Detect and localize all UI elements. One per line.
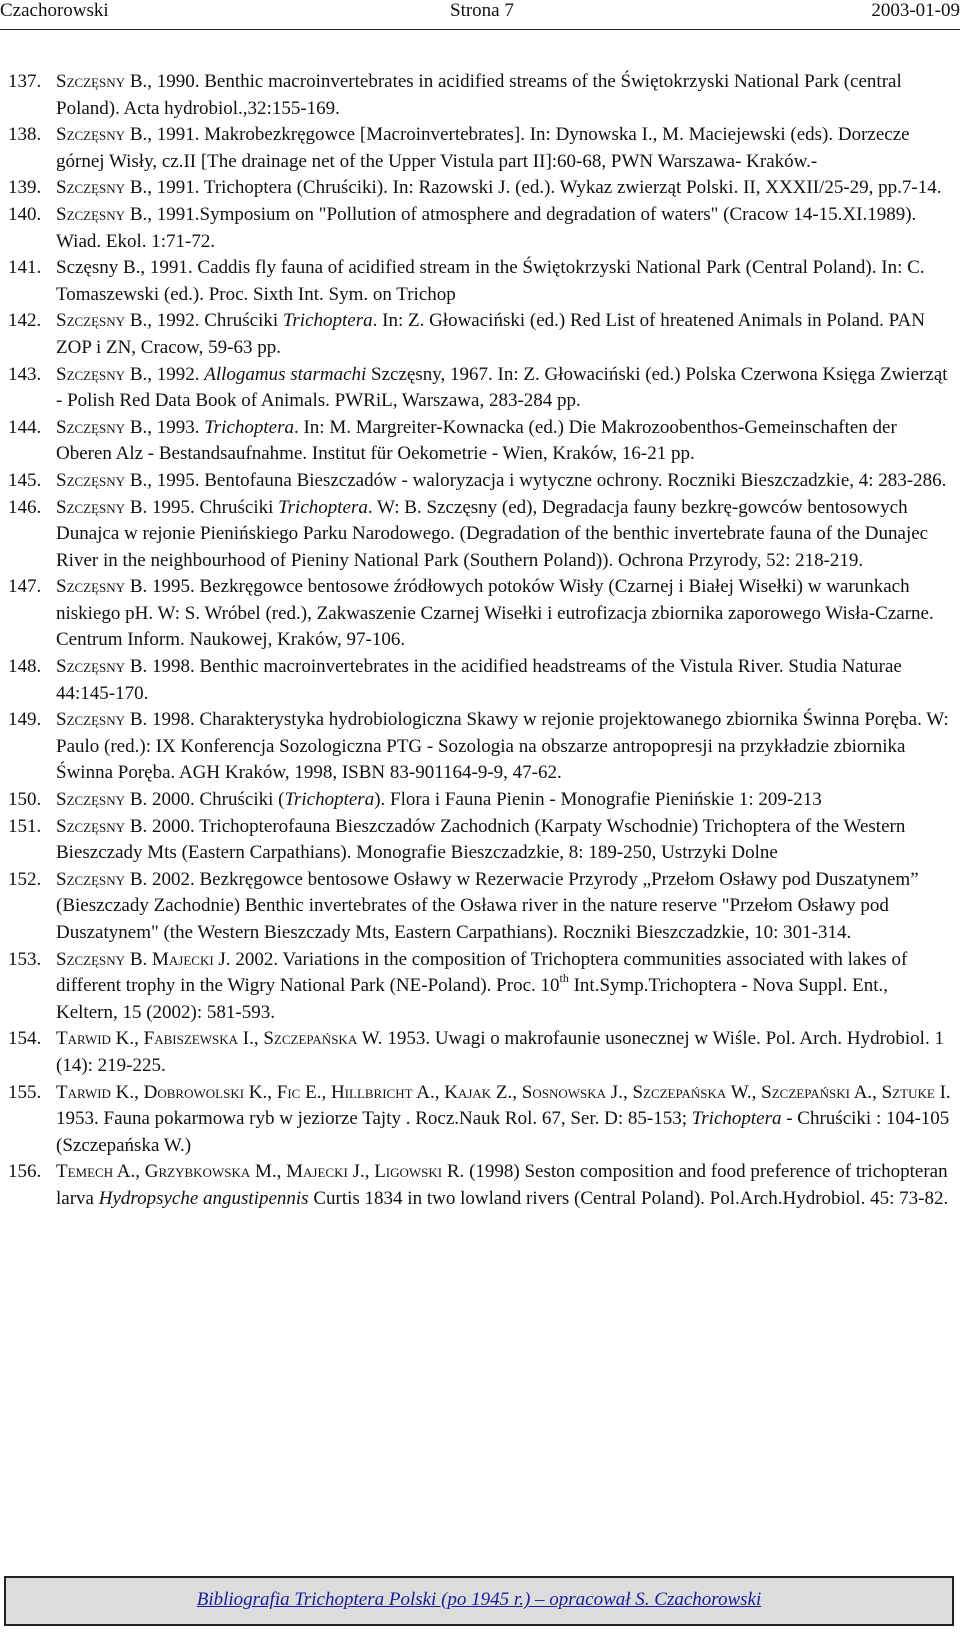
entry-number: 147. bbox=[8, 576, 42, 598]
entry-number: 150. bbox=[8, 789, 42, 811]
author-name: Szczęsny B. bbox=[56, 496, 148, 518]
author-name: Dobrowolski K. bbox=[143, 1081, 268, 1103]
bibliography-entry bbox=[8, 867, 952, 947]
author-name: Temech A. bbox=[56, 1161, 136, 1183]
bibliography-entry bbox=[8, 574, 952, 654]
author-name: Szczęsny B. bbox=[56, 789, 148, 811]
author-name: Szczęsny B. bbox=[56, 576, 148, 598]
bibliography-list bbox=[8, 69, 952, 1213]
author-name: Majecki J. bbox=[152, 948, 231, 970]
entry-number: 148. bbox=[8, 656, 42, 678]
bibliography-entry bbox=[8, 787, 952, 814]
entry-text: . In: Z. Głowaciński (ed.) Red List of hreatened Animals in Poland. PAN ZOP i ZN, Cracow, 59-63 pp. bbox=[56, 310, 925, 358]
entry-number: 145. bbox=[8, 469, 42, 491]
bibliography-entry bbox=[8, 202, 952, 255]
entry-text: , bbox=[512, 1081, 522, 1103]
entry-text: , 1995. Bentofauna Bieszczadów - waloryzacja i wytyczne ochrony. Roczniki Bieszczadzkie, 4: 283-286. bbox=[147, 469, 947, 491]
entry-number: 140. bbox=[8, 203, 42, 225]
entry-number: 139. bbox=[8, 177, 42, 199]
author-name: Szczęsny B. bbox=[56, 203, 148, 225]
entry-number: 142. bbox=[8, 310, 42, 332]
bibliography-entry bbox=[8, 707, 952, 787]
entry-text: . In: M. Margreiter-Kownacka (ed.) Die Makrozoobenthos-Gemeinschaften der Oberen Alz - Bestandsaufnahme. Institut für Oekometrie - Wien, Kraków, 16-21 pp. bbox=[56, 416, 897, 465]
italic-text: Trichoptera bbox=[204, 416, 294, 438]
author-name: Szczepański A. bbox=[761, 1081, 873, 1103]
author-name: Sosnowska J. bbox=[521, 1081, 623, 1103]
entry-text: Sczęsny B., 1991. Caddis fly fauna of acidified stream in the Świętokrzyski National Park (Central Poland). In: C. Tomaszewski (ed.). Proc. Sixth Int. Sym. on Trichop bbox=[56, 257, 925, 305]
bibliography-entry bbox=[8, 122, 952, 175]
entry-number: 138. bbox=[8, 124, 42, 146]
header-date: 2003-01-09 bbox=[871, 0, 960, 21]
bibliography-entry bbox=[8, 308, 952, 361]
entry-text: , 1992. bbox=[147, 363, 205, 385]
entry-text: . W: B. Szczęsny (ed), Degradacja fauny bezkrę-gowców bentosowych Dunajca w rejonie Pienińskiego Parku Narodowego. (Degradation of the benthic invertebrate fauna of the Dunajec River in the neighbourhood of Pieniny National Park (Southern Poland)). Ochrona Przyrody, 52: 218-219. bbox=[56, 496, 929, 571]
bibliography-entry bbox=[8, 1026, 952, 1079]
entry-number: 143. bbox=[8, 363, 42, 385]
author-name: Szczęsny B. bbox=[56, 177, 148, 199]
entry-text: , 1993. bbox=[147, 416, 205, 438]
entry-text: , bbox=[267, 1081, 277, 1103]
entry-text: , 1992. Chruściki bbox=[147, 310, 283, 332]
entry-text: ). Flora i Fauna Pienin - Monografie Pienińskie 1: 209-213 bbox=[374, 789, 822, 811]
entry-text: , bbox=[872, 1081, 882, 1103]
entry-number: 151. bbox=[8, 815, 42, 837]
entry-text: 1953. Uwagi o makrofaunie usonecznej w Wiśle. Pol. Arch. Hydrobiol. 1 (14): 219-225. bbox=[56, 1028, 944, 1076]
entry-text: , 1990. Benthic macroinvertebrates in acidified streams of the Świętokrzyski National Park (central Poland). Acta hydrobiol.,32:155-169. bbox=[56, 71, 902, 119]
bibliography-entry bbox=[8, 69, 952, 122]
entry-text: , bbox=[276, 1161, 287, 1183]
entry-text: - Chruściki : 104-105 (Szczepańska W.) bbox=[56, 1108, 950, 1156]
entry-number: 152. bbox=[8, 868, 42, 890]
entry-text: , bbox=[434, 1081, 445, 1103]
entry-text: Curtis 1834 in two lowland rivers (Central Poland). Pol.Arch.Hydrobiol. 45: 73-82. bbox=[308, 1187, 949, 1209]
bibliography-entry bbox=[8, 175, 952, 202]
entry-number: 153. bbox=[8, 948, 42, 970]
entry-text: , bbox=[622, 1081, 633, 1103]
header-divider bbox=[0, 29, 960, 30]
author-name: Szczęsny B. bbox=[56, 363, 148, 385]
entry-text: , 1991. Trichoptera (Chruściki). In: Razowski J. (ed.). Wykaz zwierząt Polski. II, XXXII/25-29, pp.7-14. bbox=[147, 177, 942, 199]
bibliography-entry bbox=[8, 362, 952, 415]
page-header bbox=[0, 0, 960, 26]
author-name: Tarwid K. bbox=[56, 1028, 135, 1050]
bibliography-entry bbox=[8, 1080, 952, 1160]
bibliography-entry bbox=[8, 1159, 952, 1212]
author-name: Szczęsny B. bbox=[56, 815, 148, 837]
italic-text: Allogamus starmachi bbox=[204, 363, 367, 385]
entry-text: , bbox=[135, 1161, 145, 1183]
author-name: Szczęsny B. bbox=[56, 709, 148, 731]
entry-text: 1998. Benthic macroinvertebrates in the acidified headstreams of the Vistula River. Studia Naturae 44:145-170. bbox=[56, 656, 902, 704]
entry-number: 154. bbox=[8, 1028, 42, 1050]
author-name: Szczęsny B. bbox=[56, 656, 148, 678]
entry-text: (1998) Seston composition and food preference of trichopteran larva bbox=[56, 1161, 948, 1209]
italic-text: Hydropsyche angustipennis bbox=[98, 1187, 309, 1209]
entry-text: 2000. Trichopterofauna Bieszczadów Zachodnich (Karpaty Wschodnie) Trichoptera of the Western Bieszczady Mts (Eastern Carpathians). Monografie Bieszczadzkie, 8: 189-250, Ustrzyki Dolne bbox=[56, 815, 906, 864]
author-name: Szczęsny B. bbox=[56, 948, 148, 970]
entry-text: 2002. Variations in the composition of Trichoptera communities associated with lakes of different trophy in the Wigry National Park (NE-Poland). Proc. 10 bbox=[56, 948, 908, 997]
entry-text: , bbox=[134, 1028, 144, 1050]
entry-text: 2000. Chruściki ( bbox=[147, 789, 285, 811]
entry-text: Int.Symp.Trichoptera - Nova Suppl. Ent., Keltern, 15 (2002): 581-593. bbox=[56, 975, 888, 1023]
entry-text: , 1991. Makrobezkręgowce [Macroinvertebrates]. In: Dynowska I., M. Maciejewski (eds). Dorzecze górnej Wisły, cz.II [The drainage net of the Upper Vistula part II]:60-68, PWN Warszawa- Kraków.- bbox=[56, 124, 910, 172]
entry-number: 144. bbox=[8, 416, 42, 438]
entry-number: 155. bbox=[8, 1081, 42, 1103]
author-name: Fabiszewska I. bbox=[143, 1028, 254, 1050]
bibliography-entry bbox=[8, 947, 952, 1027]
entry-number: 146. bbox=[8, 496, 42, 518]
header-page-number: Strona 7 bbox=[450, 0, 514, 21]
entry-text: 1995. Bezkręgowce bentosowe źródłowych potoków Wisły (Czarnej i Białej Wisełki) w warunkach niskiego pH. W: S. Wróbel (red.), Zakwaszenie Czarnej Wisełki i eutrofizacja zbiornika zaporowego Wisła-Czarne. Centrum Inform. Naukowej, Kraków, 97-106. bbox=[56, 576, 934, 651]
author-name: Grzybkowska M. bbox=[144, 1161, 277, 1183]
entry-text: , bbox=[253, 1028, 264, 1050]
author-name: Szczęsny B. bbox=[56, 416, 148, 438]
author-name: Szczęsny B. bbox=[56, 868, 148, 890]
footer-text: Bibliografia Trichoptera Polski (po 1945 r.) – opracował S. Czachorowski bbox=[196, 1589, 762, 1610]
italic-text: Trichoptera bbox=[278, 496, 368, 518]
author-name: Fic E. bbox=[276, 1081, 322, 1103]
bibliography-entry bbox=[8, 495, 952, 575]
entry-text: th bbox=[559, 971, 569, 986]
entry-text: , 1991.Symposium on "Pollution of atmosphere and degradation of waters" (Cracow 14-15.XI.1989). Wiad. Ekol. 1:71-72. bbox=[56, 203, 917, 252]
author-name: Tarwid K. bbox=[56, 1081, 135, 1103]
entry-number: 141. bbox=[8, 257, 42, 279]
author-name: Szczęsny B. bbox=[56, 469, 148, 491]
entry-text: 1998. Charakterystyka hydrobiologiczna Skawy w rejonie projektowanego zbiornika Świnna Poręba. W: Paulo (red.): IX Konferencja Sozologiczna PTG - Sozologia na obszarze antropopresji na przykładzie zbiornika Świnna Poręba. AGH Kraków, 1998, ISBN 83-901164-9-9, 47-62. bbox=[56, 709, 949, 784]
author-name: Hillbricht A. bbox=[330, 1081, 435, 1103]
bibliography-entry bbox=[8, 814, 952, 867]
author-name: Sztuke I. bbox=[881, 1081, 951, 1103]
bibliography-entry bbox=[8, 654, 952, 707]
author-name: Ligowski R. bbox=[374, 1161, 465, 1183]
entry-number: 137. bbox=[8, 71, 42, 92]
bibliography-entry bbox=[8, 255, 952, 308]
entry-text: , bbox=[321, 1081, 331, 1103]
header-author: Czachorowski bbox=[0, 0, 109, 21]
italic-text: Trichoptera bbox=[691, 1108, 782, 1130]
entry-text: , bbox=[134, 1081, 144, 1103]
italic-text: Trichoptera bbox=[284, 789, 375, 811]
entry-text: 1995. Chruściki bbox=[147, 496, 279, 518]
entry-text: Szczęsny, 1967. In: Z. Głowaciński (ed.) Polska Czerwona Księga Zwierząt - Polish Red Data Book of Animals. PWRiL, Warszawa, 283-284 pp. bbox=[56, 363, 948, 412]
bibliography-entry bbox=[8, 468, 952, 495]
author-name: Szczepańska W. bbox=[632, 1081, 752, 1103]
bibliography-entry bbox=[8, 415, 952, 468]
page-footer bbox=[4, 1576, 954, 1626]
author-name: Szczęsny B. bbox=[56, 71, 148, 92]
entry-text: 1953. Fauna pokarmowa ryb w jeziorze Tajty . Rocz.Nauk Rol. 67, Ser. D: 85-153; bbox=[56, 1108, 692, 1130]
author-name: Szczepańska W. bbox=[263, 1028, 383, 1050]
author-name: Szczęsny B. bbox=[56, 310, 148, 332]
author-name: Szczęsny B. bbox=[56, 124, 148, 146]
author-name: Kajak Z. bbox=[444, 1081, 513, 1103]
entry-text: , bbox=[364, 1161, 375, 1183]
entry-number: 149. bbox=[8, 709, 42, 731]
entry-number: 156. bbox=[8, 1161, 42, 1183]
italic-text: Trichoptera bbox=[282, 310, 373, 332]
entry-text: 2002. Bezkręgowce bentosowe Osławy w Rezerwacie Przyrody „Przełom Osławy pod Duszatynem” (Bieszczady Zachodnie) Benthic invertebrates of the Osława river in the nature reserve "Przełom Osławy pod Duszatynem" (the Western Bieszczady Mts, Eastern Carpathians). Roczniki Bieszczadzkie, 10: 301-314. bbox=[56, 868, 919, 943]
entry-text: , bbox=[751, 1081, 762, 1103]
author-name: Majecki J. bbox=[286, 1161, 365, 1183]
